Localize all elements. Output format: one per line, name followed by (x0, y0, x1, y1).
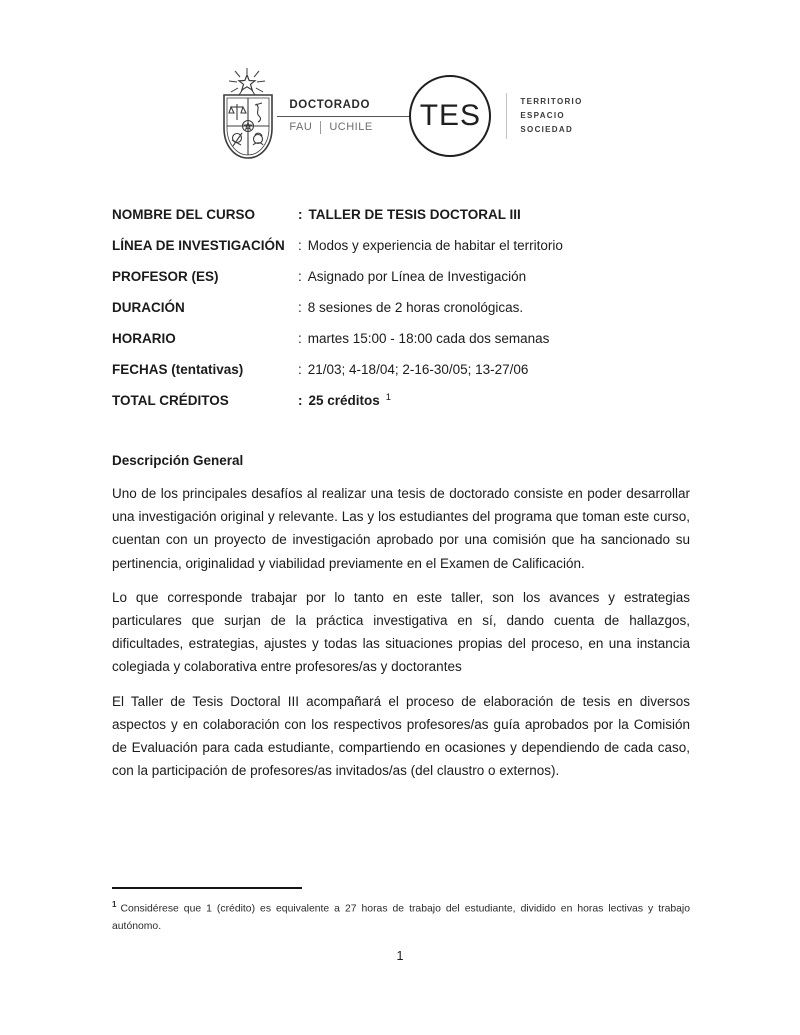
course-row-label: HORARIO (112, 331, 176, 346)
course-row-label: LÍNEA DE INVESTIGACIÓN (112, 238, 285, 253)
paragraph: Lo que corresponde trabajar por lo tanto en este taller, son los avances y estrategias particulares que surjan de la práctica investigativa en sí, dando cuenta de hallazgos, dificultades, estrategias, ajustes y todas las situaciones propias del proceso, en una instancia colegiada y colaborativa entre profesores/as y doctorantes (112, 589, 690, 675)
course-row-value: : Asignado por Línea de Investigación (298, 269, 527, 284)
footnote-separator-rule (112, 887, 302, 889)
course-row-value: : 8 sesiones de 2 horas cronológicas. (298, 300, 524, 315)
course-row-value: : 21/03; 4-18/04; 2-16-30/05; 13-27/06 (298, 362, 529, 377)
fau-uchile-divider (320, 121, 321, 134)
course-row-creditos (112, 390, 690, 412)
footnote-area (112, 887, 690, 935)
tes-words (520, 98, 582, 134)
footnote-reference: 1 (385, 391, 392, 403)
tes-divider (506, 93, 507, 139)
course-row-linea (112, 235, 690, 257)
university-crest-icon (217, 66, 279, 166)
page-number: 1 (396, 949, 404, 963)
course-info-table (112, 204, 690, 421)
course-row-value: : Modos y experiencia de habitar el territorio (298, 238, 563, 253)
tes-word-espacio: ESPACIO (520, 111, 565, 120)
course-row-label: PROFESOR (ES) (112, 269, 219, 284)
course-row-value: : TALLER DE TESIS DOCTORAL III (298, 207, 521, 222)
course-row-label: TOTAL CRÉDITOS (112, 393, 229, 408)
tes-word-sociedad: SOCIEDAD (520, 125, 574, 134)
course-row-nombre (112, 204, 690, 226)
footnote-number: 1 (112, 900, 117, 909)
course-row-label: DURACIÓN (112, 300, 185, 315)
header-logo-row (0, 66, 800, 166)
description-section (112, 453, 690, 793)
tes-word-territorio: TERRITORIO (520, 97, 583, 106)
doctorado-fau-logo (277, 99, 411, 134)
paragraph: El Taller de Tesis Doctoral III acompañará el proceso de elaboración de tesis en diversos aspectos y en colaboración con los respectivos profesores/as guía aprobados por la Comisión de Evaluación para cada estudiante, compartiendo en ocasiones y dependiendo de cada caso, con la participación de profesores/as invitados/as (del claustro o externos). (112, 693, 690, 779)
paragraph: Uno de los principales desafíos al realizar una tesis de doctorado consiste en poder desarrollar una investigación original y relevante. Las y los estudiantes del programa que toman este curso, cuentan con un proyecto de investigación aprobado por una comisión que ha sancionado su pertinencia, originalidad y viabilidad previamente en el Examen de Calificación. (112, 486, 690, 571)
uchile-label: UCHILE (329, 121, 373, 133)
course-row-value: : martes 15:00 - 18:00 cada dos semanas (298, 331, 550, 346)
section-heading: Descripción General (112, 453, 244, 468)
course-row-value: : 25 créditos $^1$ (298, 391, 392, 408)
course-row-horario (112, 328, 690, 350)
course-row-profesor (112, 266, 690, 288)
course-row-label: NOMBRE DEL CURSO (112, 207, 256, 222)
course-row-fechas (112, 359, 690, 381)
doctorado-label: DOCTORADO (277, 99, 411, 117)
star-icon (239, 75, 255, 90)
fau-uchile-label (277, 117, 411, 134)
course-row-label: FECHAS (tentativas) (112, 362, 244, 377)
tes-acronym: TES (419, 99, 482, 132)
fau-label: FAU (289, 121, 313, 133)
course-row-duracion (112, 297, 690, 319)
footnote-text: $^1$ Considérese que 1 (crédito) es equivalente a 27 horas de trabajo del estudiante, dividido en horas lectivas y trabajo autónomo. (112, 900, 690, 932)
tes-logo (409, 75, 491, 157)
